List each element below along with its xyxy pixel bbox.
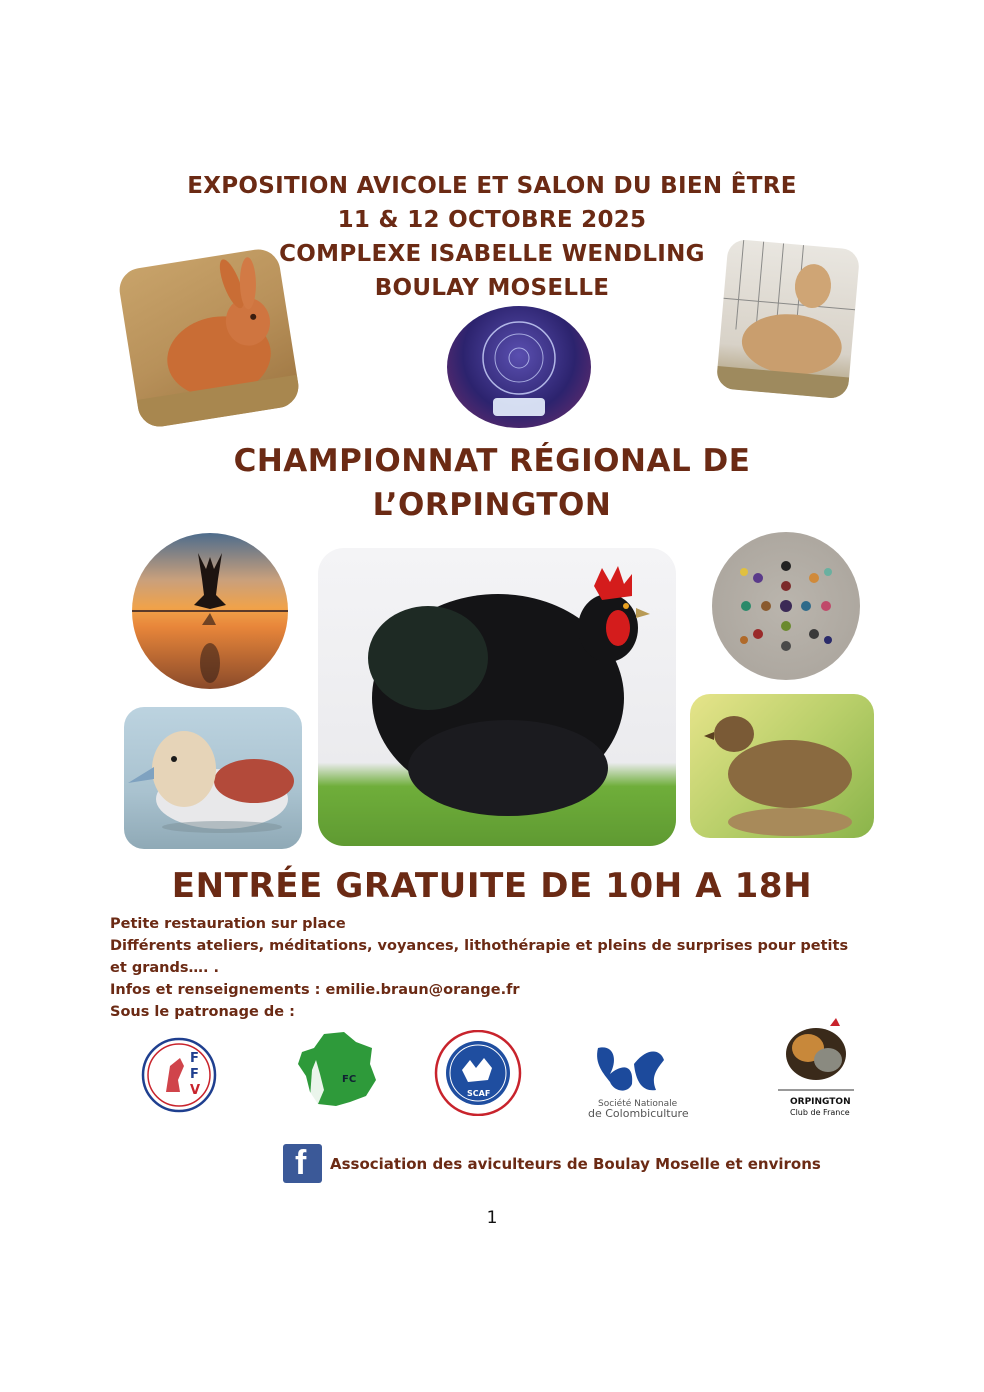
yoga-photo xyxy=(132,533,288,689)
championship-title-line1: CHAMPIONNAT RÉGIONAL DE xyxy=(233,443,751,479)
ffv-logo xyxy=(140,1036,218,1114)
quail-photo xyxy=(690,694,874,838)
ffv-letter-1: F xyxy=(190,1051,199,1066)
scaf-text: SCAF xyxy=(467,1089,491,1098)
orpington-club-logo xyxy=(770,1012,862,1120)
event-title: EXPOSITION AVICOLE ET SALON DU BIEN ÊTRE xyxy=(187,173,797,199)
duck-photo xyxy=(124,707,302,849)
orpington-club-name: ORPINGTON xyxy=(790,1097,851,1107)
event-venue: COMPLEXE ISABELLE WENDLING xyxy=(279,241,705,267)
championship-title-line2: L’ORPINGTON xyxy=(372,487,612,523)
fc-france-logo xyxy=(296,1030,378,1110)
snc-logo xyxy=(584,1034,696,1122)
zodiac-photo xyxy=(447,306,591,428)
snc-name-line1: Société Nationale xyxy=(598,1099,678,1109)
orpington-club-subtitle: Club de France xyxy=(790,1108,850,1117)
info-workshops: Différents ateliers, méditations, voyances, lithothérapie et pleins de surprises pour petits et grands…. . xyxy=(110,938,849,976)
ffv-letter-3: V xyxy=(190,1083,201,1098)
rabbit-photo xyxy=(116,246,301,429)
event-town: BOULAY MOSELLE xyxy=(374,275,610,301)
scaf-logo xyxy=(434,1030,522,1116)
facebook-page-name[interactable]: Association des aviculteurs de Boulay Moselle et environs xyxy=(330,1155,821,1173)
info-food: Petite restauration sur place xyxy=(110,916,346,932)
pigeon-photo xyxy=(716,239,861,400)
stones-photo xyxy=(712,532,860,680)
page-number: 1 xyxy=(486,1208,498,1228)
free-entry-hours: ENTRÉE GRATUITE DE 10H A 18H xyxy=(171,866,813,906)
facebook-icon-letter: f xyxy=(295,1144,307,1182)
ffv-letter-2: F xyxy=(190,1067,199,1082)
fc-letters: FC xyxy=(342,1074,357,1085)
event-dates: 11 & 12 OCTOBRE 2025 xyxy=(337,207,647,233)
info-block xyxy=(110,913,860,1023)
info-contact: Infos et renseignements : emilie.braun@orange.fr xyxy=(110,982,520,998)
snc-name-line2: de Colombiculture xyxy=(588,1107,689,1120)
info-patronage: Sous le patronage de : xyxy=(110,1004,295,1020)
orpington-hen-photo xyxy=(318,548,676,846)
facebook-icon[interactable] xyxy=(283,1144,322,1183)
